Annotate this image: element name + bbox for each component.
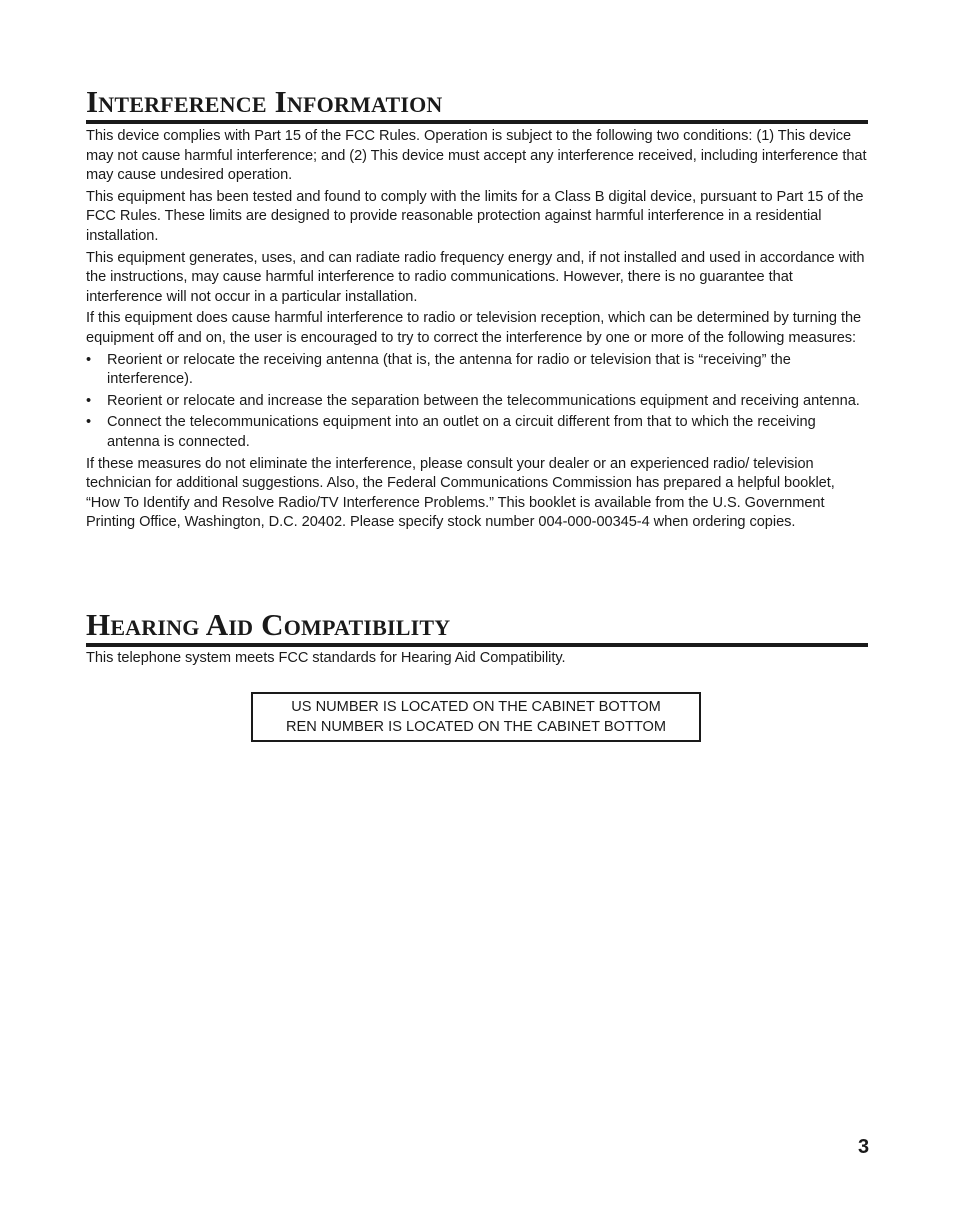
list-item-text: Reorient or relocate and increase the separation between the telecommunications equipment and receiving antenna. <box>107 392 860 409</box>
interference-information-heading: Interference Information <box>86 86 868 124</box>
fcc-compliance-paragraph: This device complies with Part 15 of the FCC Rules. Operation is subject to the following two conditions: (1) This device may not cause harmful interference; and (2) This device must accept any interference received, including interference that may cause undesired operation. <box>86 128 867 184</box>
list-item-text: Connect the telecommunications equipment into an outlet on a circuit different from that to which the receiving antenna is connected. <box>107 414 816 450</box>
list-item <box>86 351 868 390</box>
hearing-aid-compatibility-heading: Hearing Aid Compatibility <box>86 609 868 647</box>
correction-measures-paragraph: If this equipment does cause harmful interference to radio or television reception, which can be determined by turning the equipment off and on, the user is encouraged to try to correct the interference by one or more of the following measures: <box>86 310 862 346</box>
page-number: 3 <box>858 1136 870 1158</box>
list-item <box>86 413 868 452</box>
bullet-icon: • <box>86 351 92 368</box>
radio-frequency-paragraph: This equipment generates, uses, and can radiate radio frequency energy and, if not installed and used in accordance with the instructions, may cause harmful interference to radio communications. However, there is no guarantee that interference will not occur in a particular installation. <box>86 249 865 305</box>
consult-dealer-paragraph: If these measures do not eliminate the interference, please consult your dealer or an experienced radio/ television technician for additional suggestions. Also, the Federal Communications Commission has prepared a helpful booklet, “How To Identify and Resolve Radio/TV Interference Problems.” This booklet is available from the U.S. Government Printing Office, Washington, D.C. 20402. Please specify stock number 004-000-00345-4 when ordering copies. <box>86 455 835 531</box>
ren-number-notice: REN NUMBER IS LOCATED ON THE CABINET BOTTOM <box>285 718 667 735</box>
interference-information-body <box>86 127 868 535</box>
bullet-icon: • <box>86 414 92 431</box>
hearing-aid-paragraph: This telephone system meets FCC standards for Hearing Aid Compatibility. <box>86 650 566 666</box>
bullet-icon: • <box>86 392 92 409</box>
class-b-limits-paragraph: This equipment has been tested and found to comply with the limits for a Class B digital device, pursuant to Part 15 of the FCC Rules. These limits are designed to provide reasonable protection against harmful interference in a residential installation. <box>86 188 864 244</box>
list-item <box>86 392 868 412</box>
us-number-notice: US NUMBER IS LOCATED ON THE CABINET BOTTOM <box>291 699 661 715</box>
cabinet-notice-box <box>251 692 701 742</box>
correction-measures-list <box>86 351 868 453</box>
hearing-aid-compatibility-body <box>86 649 868 671</box>
list-item-text: Reorient or relocate the receiving antenna (that is, the antenna for radio or television that is “receiving” the interference). <box>107 351 791 388</box>
